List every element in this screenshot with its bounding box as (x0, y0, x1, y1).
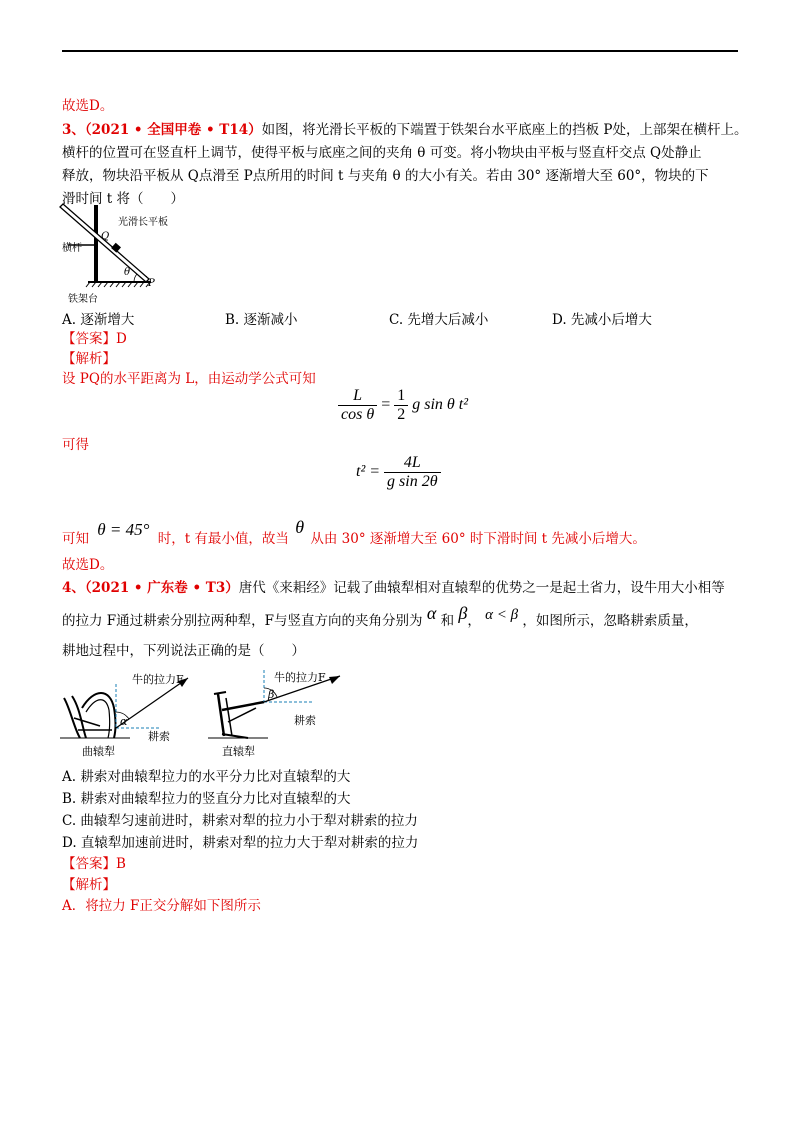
q3-formula2 (356, 454, 441, 491)
q4-analysis-title: 【解析】 (62, 877, 116, 893)
q3-answer: 【答案】D (62, 331, 127, 347)
q3-stem-line1 (62, 121, 748, 139)
q3-label-p: P (148, 278, 155, 289)
q3-formula1 (338, 387, 468, 424)
q3-stem-line2: 横杆的位置可在竖直杆上调节，使得平板与底座之间的夹角 θ 可变。将小物块由平板与竖直杆交点 Q处静止 (62, 145, 702, 161)
q3-f1-lhs-num: L (338, 387, 377, 406)
q3-number: 3、 (62, 122, 85, 138)
q4-answer: 【答案】B (62, 856, 126, 872)
q4-right-caption: 直辕犁 (222, 745, 255, 758)
q3-conclusion-mid: 时，t 有最小值，故当 (157, 531, 289, 547)
q3-f2-lhs: t² = (356, 463, 381, 481)
q3-f2-den: g sin 2θ (387, 473, 438, 490)
q3-f2-num: 4L (384, 454, 441, 473)
q4-left-angle: α (120, 715, 128, 728)
q3-option-c: C. 先增大后减小 (389, 312, 489, 328)
q3-f1-rhs-den: 2 (397, 406, 406, 423)
q4-stem-text2a: 的拉力 F通过耕索分别拉两种犁，F与竖直方向的夹角分别为 (62, 613, 423, 629)
q3-option-a: A. 逐渐增大 (62, 312, 135, 328)
q4-stem-line2: 的拉力 F通过耕索分别拉两种犁，F与竖直方向的夹角分别为 α 和 β， α < β ，如图所示，忽略耕索质量， (62, 603, 698, 629)
q4-left-rope-label: 耕索 (148, 730, 170, 743)
q4-stem-text2b: ，如图所示，忽略耕索质量， (522, 613, 698, 629)
q4-beta: β (458, 603, 468, 623)
q3-option-d: D. 先减小后增大 (552, 312, 652, 328)
q4-right-rope-label: 耕索 (294, 714, 316, 727)
q4-stem-line3: 耕地过程中，下列说法正确的是（ ） (62, 643, 305, 659)
q3-stem-line3: 释放，物块沿平板从 Q点滑至 P点所用的时间 t 与夹角 θ 的大小有关。若由 30° 逐渐增大至 60°，物块的下 (62, 168, 709, 184)
q3-label-theta: θ (124, 267, 131, 278)
q3-ke-de: 可得 (62, 437, 89, 453)
q4-left-caption: 曲辕犁 (82, 745, 115, 758)
q4-option-b: B. 耕索对曲辕犁拉力的竖直分力比对直辕犁的大 (62, 791, 351, 807)
q4-left-force-label: 牛的拉力F (132, 673, 184, 686)
q4-stem-text1: 唐代《来耜经》记载了曲辕犁相对直辕犁的优势之一是起土省力，设牛用大小相等 (238, 580, 725, 596)
q3-analysis-title: 【解析】 (62, 351, 116, 367)
q3-f1-rhs-num: 1 (394, 387, 408, 406)
q3-f1-lhs-den: cos θ (341, 406, 375, 423)
q4-source: （2021 • 广东卷 • T3） (84, 580, 239, 596)
q4-number: 4、 (62, 580, 85, 596)
q4-right-angle: β (268, 688, 275, 701)
q3-f1-eq: = (381, 396, 391, 414)
q3-f1-rhs-tail: g sin θ t² (412, 396, 468, 414)
q3-label-base: 铁架台 (68, 294, 98, 305)
q3-option-b: B. 逐渐减小 (225, 312, 298, 328)
q3-conclusion-math: θ = 45° (97, 520, 150, 539)
q4-option-c: C. 曲辕犁匀速前进时，耕索对犁的拉力小于犁对耕索的拉力 (62, 813, 418, 829)
q4-stem-line1 (62, 579, 725, 597)
q4-right-force-label: 牛的拉力F (274, 671, 326, 684)
q3-conclusion-tail: 从由 30° 逐渐增大至 60° 时下滑时间 t 先减小后增大。 (310, 531, 646, 547)
q3-conclusion-prefix: 可知 (62, 531, 89, 547)
q4-analysis-line1: A．将拉力 F正交分解如下图所示 (62, 898, 261, 914)
header-rule (62, 50, 738, 52)
q4-he: 和 (440, 613, 455, 629)
q3-label-q: Q (101, 231, 110, 242)
q4-alpha: α (426, 603, 437, 623)
q3-final: 故选D。 (62, 557, 114, 573)
q4-cond: α < β (485, 607, 519, 623)
q3-label-bar: 横杆 (62, 243, 82, 254)
q3-analysis-line1: 设 PQ的水平距离为 L，由运动学公式可知 (62, 371, 316, 387)
prev-answer-line: 故选D。 (62, 98, 114, 114)
q4-option-a: A. 耕索对曲辕犁拉力的水平分力比对直辕犁的大 (62, 769, 351, 785)
q3-source: （2021 • 全国甲卷 • T14） (84, 122, 262, 138)
q3-stem-line4: 滑时间 t 将（ ） (62, 191, 185, 207)
q3-label-plate: 光滑长平板 (118, 217, 168, 228)
q3-conclusion-theta: θ (295, 517, 305, 537)
q4-option-d: D. 直辕犁加速前进时，耕索对犁的拉力大于犁对耕索的拉力 (62, 835, 419, 851)
q3-conclusion (62, 517, 646, 548)
q3-stem-text1: 如图，将光滑长平板的下端置于铁架台水平底座上的挡板 P处，上部架在横杆上。 (261, 122, 748, 138)
